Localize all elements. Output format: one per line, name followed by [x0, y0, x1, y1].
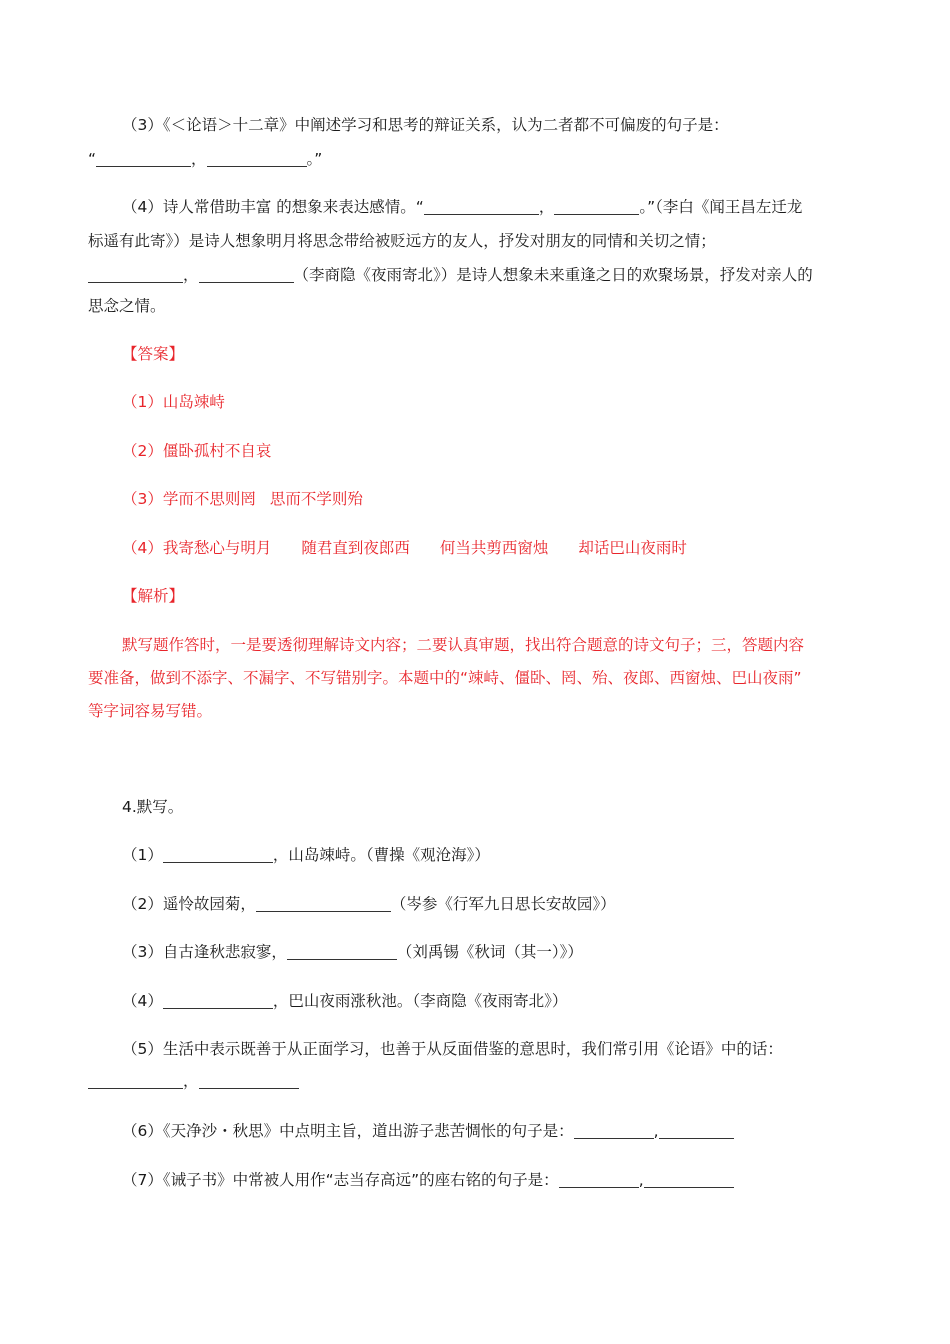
answer-blank[interactable]	[163, 846, 273, 863]
answer-item-1: （1）山岛竦峙	[122, 393, 225, 411]
question-3-4-line1: （4）诗人常借助丰富 的想象来表达感情。“ ， 。”（李白《闻王昌左迁龙	[122, 198, 803, 216]
analysis-heading: 【解析】	[122, 587, 185, 605]
answer-blank[interactable]	[163, 992, 273, 1009]
answer-blank[interactable]	[574, 1122, 654, 1139]
answer-blank[interactable]	[559, 1171, 639, 1188]
question-3-4-line2: 标遥有此寄》）是诗人想象明月将思念带给被贬远方的友人，抒发对朋友的同情和关切之情；	[88, 232, 716, 250]
answer-blank[interactable]	[424, 198, 539, 215]
question-3-3-blanks: “ ， 。”	[88, 150, 323, 168]
question-4-item-6: （6）《天净沙・秋思》中点明主旨，道出游子悲苦惆怅的句子是： ,	[122, 1120, 902, 1142]
question-4-item-1: （1） ，山岛竦峙。（曹操《观沧海》）	[122, 846, 490, 864]
answer-heading: 【答案】	[122, 345, 185, 363]
answer-blank[interactable]	[96, 150, 191, 167]
question-4-item-2: （2）遥怜故园菊， （岑参《行军九日思长安故园》）	[122, 895, 616, 913]
answer-blank[interactable]	[554, 198, 639, 215]
answer-blank[interactable]	[88, 266, 183, 283]
question-3-4-line3: ， （李商隐《夜雨寄北》）是诗人想象未来重逢之日的欢聚场景，抒发对亲人的	[88, 264, 868, 286]
question-4-item-5-blanks: ，	[88, 1070, 868, 1092]
analysis-line-1: 默写题作答时，一是要透彻理解诗文内容；二要认真审题，找出符合题意的诗文句子；三，答题内容	[122, 636, 805, 654]
analysis-line-2: 要准备，做到不添字、不漏字、不写错别字。本题中的“竦峙、僵卧、罔、殆、夜郎、西窗烛、巴山夜雨”	[88, 669, 802, 687]
question-3-4-line4: 思念之情。	[88, 297, 166, 315]
question-4-item-3: （3）自古逢秋悲寂寥， （刘禹锡《秋词（其一）》）	[122, 943, 583, 961]
answer-blank[interactable]	[199, 266, 294, 283]
question-4-item-4: （4） ，巴山夜雨涨秋池。（李商隐《夜雨寄北》）	[122, 992, 568, 1010]
question-3-3-text	[122, 114, 902, 136]
answer-item-4: （4）我寄愁心与明月 随君直到夜郎西 何当共剪西窗烛 却话巴山夜雨时	[122, 539, 687, 557]
answer-item-3: （3）学而不思则罔 思而不学则殆	[122, 490, 363, 508]
answer-item-2: （2）僵卧孤村不自哀	[122, 442, 272, 460]
answer-blank[interactable]	[88, 1072, 183, 1089]
analysis-line-3: 等字词容易写错。	[88, 702, 213, 720]
answer-blank[interactable]	[659, 1122, 734, 1139]
question-4-item-5: （5）生活中表示既善于从正面学习，也善于从反面借鉴的意思时，我们常引用《论语》中的话：	[122, 1040, 783, 1058]
answer-blank[interactable]	[207, 150, 307, 167]
answer-blank[interactable]	[256, 895, 391, 912]
question-3-3-prompt: （3）《＜论语＞十二章》中阐述学习和思考的辩证关系，认为二者都不可偏废的句子是：	[122, 116, 729, 134]
question-4-title: 4.默写。	[122, 798, 184, 816]
answer-blank[interactable]	[644, 1171, 734, 1188]
answer-blank[interactable]	[287, 943, 397, 960]
question-4-item-7: （7）《诫子书》中常被人用作“志当存高远”的座右铭的句子是： ,	[122, 1169, 902, 1191]
answer-blank[interactable]	[199, 1072, 299, 1089]
